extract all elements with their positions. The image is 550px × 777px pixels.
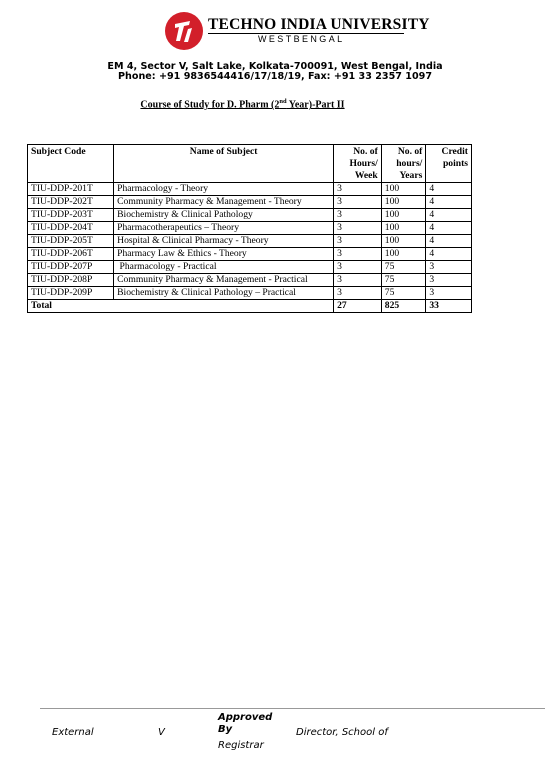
subject-code: TIU-DDP-205T bbox=[28, 235, 114, 248]
credit-points: 4 bbox=[426, 222, 472, 235]
university-logo bbox=[164, 11, 204, 51]
credit-points: 4 bbox=[426, 183, 472, 196]
hours-per-year: 100 bbox=[381, 222, 426, 235]
footer-registrar: Registrar bbox=[218, 740, 264, 751]
letterhead bbox=[0, 0, 550, 60]
subject-code: TIU-DDP-206T bbox=[28, 248, 114, 261]
subject-name: Pharmacotherapeutics – Theory bbox=[114, 222, 334, 235]
hours-per-year: 75 bbox=[381, 261, 426, 274]
hours-per-year: 100 bbox=[381, 235, 426, 248]
header-hours-year: No. of hours/ Years bbox=[381, 145, 426, 183]
footer-approved: Approved bbox=[218, 712, 273, 723]
credit-points: 3 bbox=[426, 261, 472, 274]
subject-name: Biochemistry & Clinical Pathology – Practical bbox=[114, 287, 334, 300]
hours-per-year: 75 bbox=[381, 274, 426, 287]
hours-per-year: 75 bbox=[381, 287, 426, 300]
subject-code: TIU-DDP-208P bbox=[28, 274, 114, 287]
subject-name: Community Pharmacy & Management - Theory bbox=[114, 196, 334, 209]
course-title-prefix: Course of Study for D. Pharm (2 bbox=[140, 99, 280, 111]
total-hours-per-year: 825 bbox=[381, 300, 426, 313]
footer-director: Director, School of bbox=[296, 727, 388, 738]
footer-external: External bbox=[52, 727, 94, 738]
footer-rule bbox=[40, 708, 545, 709]
credit-points: 4 bbox=[426, 248, 472, 261]
subject-code: TIU-DDP-203T bbox=[28, 209, 114, 222]
table-row bbox=[28, 222, 472, 235]
credit-points: 4 bbox=[426, 209, 472, 222]
subject-code: TIU-DDP-202T bbox=[28, 196, 114, 209]
hours-per-week: 3 bbox=[334, 248, 382, 261]
hours-per-year: 100 bbox=[381, 196, 426, 209]
table-row bbox=[28, 274, 472, 287]
course-title-superscript: nd bbox=[279, 98, 287, 105]
footer-v: V bbox=[158, 727, 165, 738]
hours-per-week: 3 bbox=[334, 196, 382, 209]
table-header-row bbox=[28, 145, 472, 183]
subject-name: Community Pharmacy & Management - Practical bbox=[114, 274, 334, 287]
header-credit-points: Credit points bbox=[426, 145, 472, 183]
university-subtitle: WESTBENGAL bbox=[258, 34, 345, 44]
hours-per-year: 100 bbox=[381, 183, 426, 196]
subject-name: Pharmacology - Practical bbox=[114, 261, 334, 274]
subject-code: TIU-DDP-201T bbox=[28, 183, 114, 196]
header-subject-code: Subject Code bbox=[28, 145, 114, 183]
hours-per-week: 3 bbox=[334, 209, 382, 222]
table-row bbox=[28, 261, 472, 274]
university-name: TECHNO INDIA UNIVERSITY bbox=[208, 16, 430, 33]
total-row bbox=[28, 300, 472, 313]
credit-points: 4 bbox=[426, 196, 472, 209]
footer-by: By bbox=[218, 724, 233, 735]
course-title bbox=[0, 98, 485, 110]
hours-per-week: 3 bbox=[334, 235, 382, 248]
total-credit-points: 33 bbox=[426, 300, 472, 313]
subject-name: Pharmacology - Theory bbox=[114, 183, 334, 196]
subject-name: Biochemistry & Clinical Pathology bbox=[114, 209, 334, 222]
header-subject-name: Name of Subject bbox=[114, 145, 334, 183]
credit-points: 3 bbox=[426, 287, 472, 300]
table-row bbox=[28, 183, 472, 196]
hours-per-week: 3 bbox=[334, 287, 382, 300]
course-title-suffix: Year)-Part II bbox=[286, 99, 345, 111]
hours-per-week: 3 bbox=[334, 222, 382, 235]
table-row bbox=[28, 209, 472, 222]
table-row bbox=[28, 248, 472, 261]
table-row bbox=[28, 235, 472, 248]
hours-per-week: 3 bbox=[334, 261, 382, 274]
total-hours-per-week: 27 bbox=[334, 300, 382, 313]
subject-name: Pharmacy Law & Ethics - Theory bbox=[114, 248, 334, 261]
hours-per-year: 100 bbox=[381, 209, 426, 222]
footer-approved-block bbox=[218, 712, 272, 736]
hours-per-week: 3 bbox=[334, 183, 382, 196]
hours-per-week: 3 bbox=[334, 274, 382, 287]
phone-fax-line: Phone: +91 9836544416/17/18/19, Fax: +91 33 2357 1097 bbox=[118, 71, 432, 82]
header-hours-week: No. of Hours/ Week bbox=[334, 145, 382, 183]
credit-points: 3 bbox=[426, 274, 472, 287]
credit-points: 4 bbox=[426, 235, 472, 248]
subject-code: TIU-DDP-204T bbox=[28, 222, 114, 235]
table-row bbox=[28, 196, 472, 209]
hours-per-year: 100 bbox=[381, 248, 426, 261]
table-row bbox=[28, 287, 472, 300]
subject-code: TIU-DDP-207P bbox=[28, 261, 114, 274]
subject-name: Hospital & Clinical Pharmacy - Theory bbox=[114, 235, 334, 248]
subject-table bbox=[27, 144, 472, 313]
address-line: EM 4, Sector V, Salt Lake, Kolkata-700091, West Bengal, India bbox=[107, 61, 443, 72]
total-label: Total bbox=[28, 300, 334, 313]
subject-code: TIU-DDP-209P bbox=[28, 287, 114, 300]
